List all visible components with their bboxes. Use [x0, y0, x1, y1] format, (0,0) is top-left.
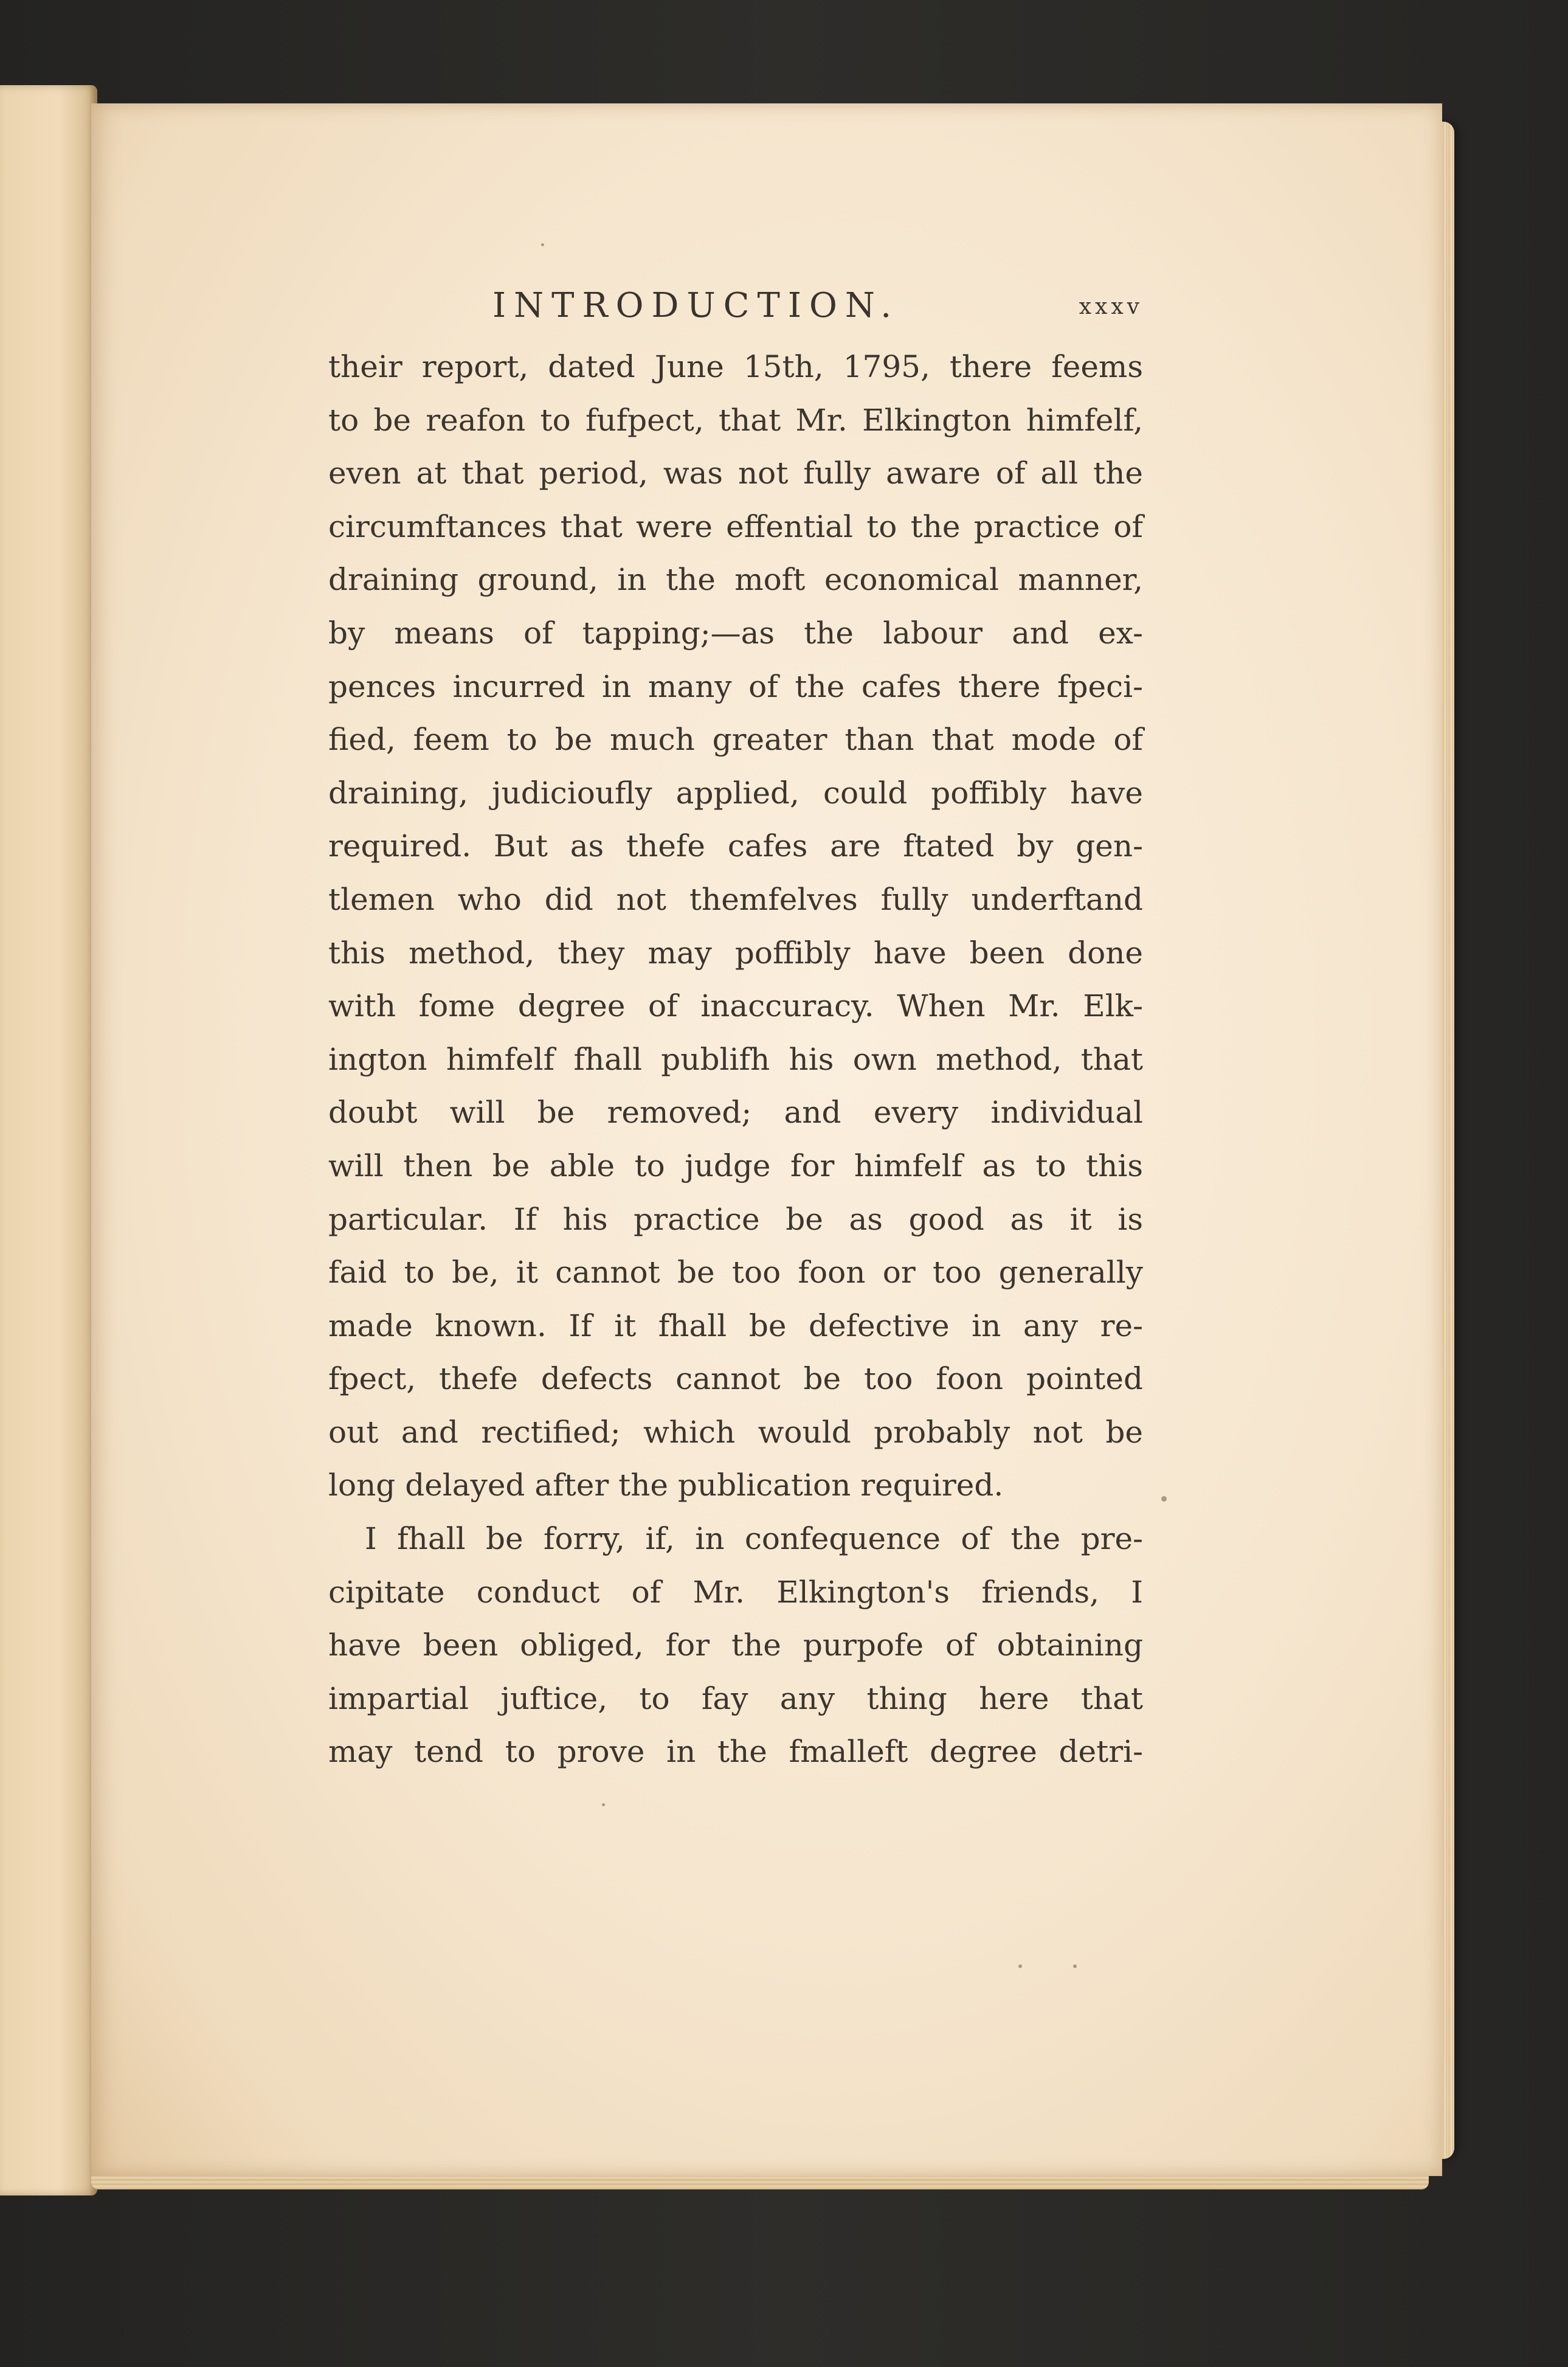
text-line: will then be able to judge for himfelf as to this — [328, 1148, 1143, 1184]
text-line: required. But as thefe cafes are ftated by gen- — [328, 828, 1143, 864]
text-line: circumftances that were effential to the practice of — [328, 508, 1143, 544]
page-text — [328, 286, 1143, 1779]
running-head-title: INTRODUCTION. — [492, 286, 900, 325]
paper-speck — [1073, 1964, 1077, 1968]
text-line: faid to be, it cannot be too foon or too generally — [328, 1255, 1143, 1291]
text-line: draining, judicioufly applied, could poffibly have — [328, 775, 1143, 811]
text-line: cipitate conduct of Mr. Elkington's friends, I — [328, 1574, 1143, 1610]
paper-speck — [1161, 1496, 1167, 1502]
body-text — [328, 341, 1143, 1779]
text-line: have been obliged, for the purpofe of obtaining — [328, 1627, 1143, 1663]
text-line: I fhall be forry, if, in confequence of the pre- — [365, 1521, 1143, 1557]
text-line: particular. If his practice be as good as it is — [328, 1201, 1143, 1237]
running-head — [328, 286, 1143, 341]
page-number: xxxv — [1079, 294, 1143, 319]
text-line: pences incurred in many of the cafes there fpeci- — [328, 668, 1143, 704]
text-line: long delayed after the publication required. — [328, 1468, 1004, 1503]
text-line: this method, they may poffibly have been done — [328, 935, 1143, 971]
text-line: with fome degree of inaccuracy. When Mr. Elk- — [328, 988, 1143, 1024]
facing-page-edge — [0, 85, 97, 2195]
paper-speck — [541, 243, 544, 246]
text-line: fpect, thefe defects cannot be too foon pointed — [328, 1361, 1143, 1397]
paper-speck — [1018, 1964, 1022, 1968]
text-line: to be reafon to fufpect, that Mr. Elkington himfelf, — [328, 402, 1143, 438]
paper-speck — [602, 1803, 605, 1806]
text-line: may tend to prove in the fmalleft degree detri- — [328, 1734, 1143, 1770]
text-line: ington himfelf fhall publifh his own method, that — [328, 1041, 1143, 1077]
text-line: draining ground, in the moft economical manner, — [328, 562, 1143, 598]
text-line: fied, feem to be much greater than that mode of — [328, 722, 1143, 758]
text-line: even at that period, was not fully aware of all the — [328, 456, 1143, 491]
text-line: out and rectified; which would probably not be — [328, 1414, 1143, 1450]
text-line: made known. If it fhall be defective in any re- — [328, 1308, 1143, 1343]
text-line: doubt will be removed; and every individual — [328, 1095, 1143, 1131]
text-line: their report, dated June 15th, 1795, there feems — [328, 349, 1143, 384]
text-line: impartial juftice, to fay any thing here that — [328, 1680, 1143, 1716]
text-line: by means of tapping;—as the labour and ex- — [328, 615, 1143, 651]
text-line: tlemen who did not themfelves fully underftand — [328, 881, 1143, 917]
